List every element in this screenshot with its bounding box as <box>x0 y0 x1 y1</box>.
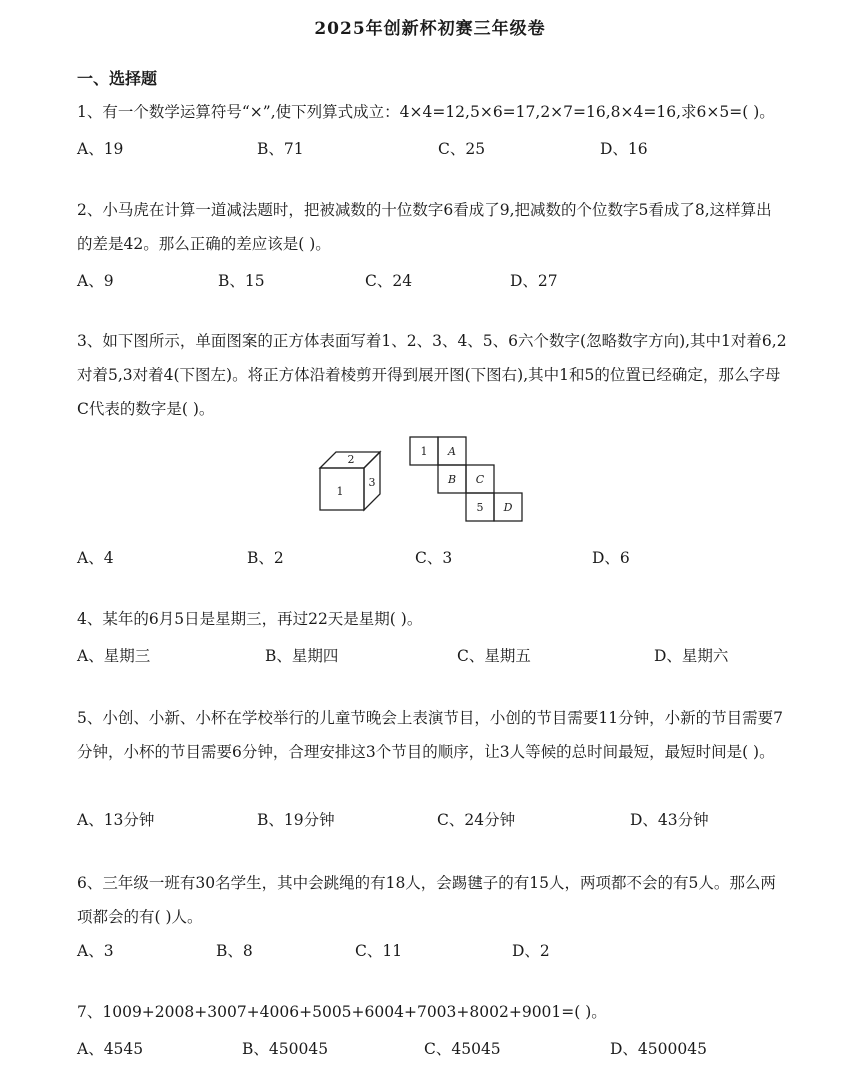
net-label-d: D <box>503 501 513 514</box>
net-label-5: 5 <box>476 501 484 514</box>
cube-label-front: 1 <box>336 485 344 498</box>
q2-option-c[interactable]: C、24 <box>365 272 413 290</box>
q1-option-b[interactable]: B、71 <box>257 140 304 158</box>
q2-option-d[interactable]: D、27 <box>510 272 558 290</box>
question-2: 2、小马虎在计算一道减法题时，把被减数的十位数字6看成了9,把减数的个位数字5看成了8,这样算出的差是42。那么正确的差应该是( )。 <box>77 201 772 253</box>
q3-option-d[interactable]: D、6 <box>592 549 630 567</box>
q4-option-d[interactable]: D、星期六 <box>654 647 729 665</box>
q7-option-d[interactable]: D、4500045 <box>610 1040 707 1058</box>
q4-option-b[interactable]: B、星期四 <box>265 647 339 665</box>
q2-option-b[interactable]: B、15 <box>218 272 265 290</box>
question-6: 6、三年级一班有30名学生，其中会跳绳的有18人，会踢毽子的有15人，两项都不会的有5人。那么两项都会的有( )人。 <box>77 874 776 926</box>
q1-option-c[interactable]: C、25 <box>438 140 486 158</box>
q1-option-d[interactable]: D、16 <box>600 140 648 158</box>
page-title: 2025年创新杯初赛三年级卷 <box>314 19 546 39</box>
section-heading: 一、选择题 <box>77 69 158 88</box>
q1-option-a[interactable]: A、19 <box>77 140 124 158</box>
q6-option-b[interactable]: B、8 <box>216 942 253 960</box>
question-4: 4、某年的6月5日是星期三，再过22天是星期( )。 <box>77 610 423 628</box>
q6-option-d[interactable]: D、2 <box>512 942 550 960</box>
q5-option-c[interactable]: C、24分钟 <box>437 811 516 829</box>
question-7: 7、1009+2008+3007+4006+5005+6004+7003+8002+9001=( )。 <box>77 1003 607 1021</box>
net-label-a: A <box>448 445 456 458</box>
q3-option-a[interactable]: A、4 <box>77 549 114 567</box>
q7-option-a[interactable]: A、4545 <box>77 1040 144 1058</box>
net-label-b: B <box>447 473 457 486</box>
q7-option-b[interactable]: B、450045 <box>242 1040 329 1058</box>
question-5: 5、小创、小新、小杯在学校举行的儿童节晚会上表演节目，小创的节目需要11分钟，小新的节目需要7分钟，小杯的节目需要6分钟，合理安排这3个节目的顺序，让3人等候的总时间最短，最短时间是( )。 <box>77 709 783 761</box>
net-label-1: 1 <box>420 445 428 458</box>
cube-label-top: 2 <box>347 453 355 466</box>
q5-option-d[interactable]: D、43分钟 <box>630 811 709 829</box>
q3-option-b[interactable]: B、2 <box>247 549 284 567</box>
question-3: 3、如下图所示，单面图案的正方体表面写着1、2、3、4、5、6六个数字(忽略数字方向),其中1对着6,2对着5,3对着4(下图左)。将正方体沿着棱剪开得到展开图(下图右),其中1和5的位置已经确定，那么字母C代表的数字是( )。 <box>77 332 787 418</box>
q4-option-c[interactable]: C、星期五 <box>457 647 531 665</box>
q4-option-a[interactable]: A、星期三 <box>77 647 151 665</box>
q6-option-a[interactable]: A、3 <box>77 942 114 960</box>
q6-option-c[interactable]: C、11 <box>355 942 403 960</box>
q7-option-c[interactable]: C、45045 <box>424 1040 501 1058</box>
question-1: 1、有一个数学运算符号“×”,使下列算式成立：4×4=12,5×6=17,2×7=16,8×4=16,求6×5=( )。 <box>77 103 775 121</box>
q3-option-c[interactable]: C、3 <box>415 549 453 567</box>
q2-option-a[interactable]: A、9 <box>77 272 114 290</box>
q5-option-b[interactable]: B、19分钟 <box>257 811 335 829</box>
cube-figure <box>318 434 538 530</box>
net-label-c: C <box>475 473 485 486</box>
cube-label-right: 3 <box>368 476 376 489</box>
q5-option-a[interactable]: A、13分钟 <box>77 811 155 829</box>
